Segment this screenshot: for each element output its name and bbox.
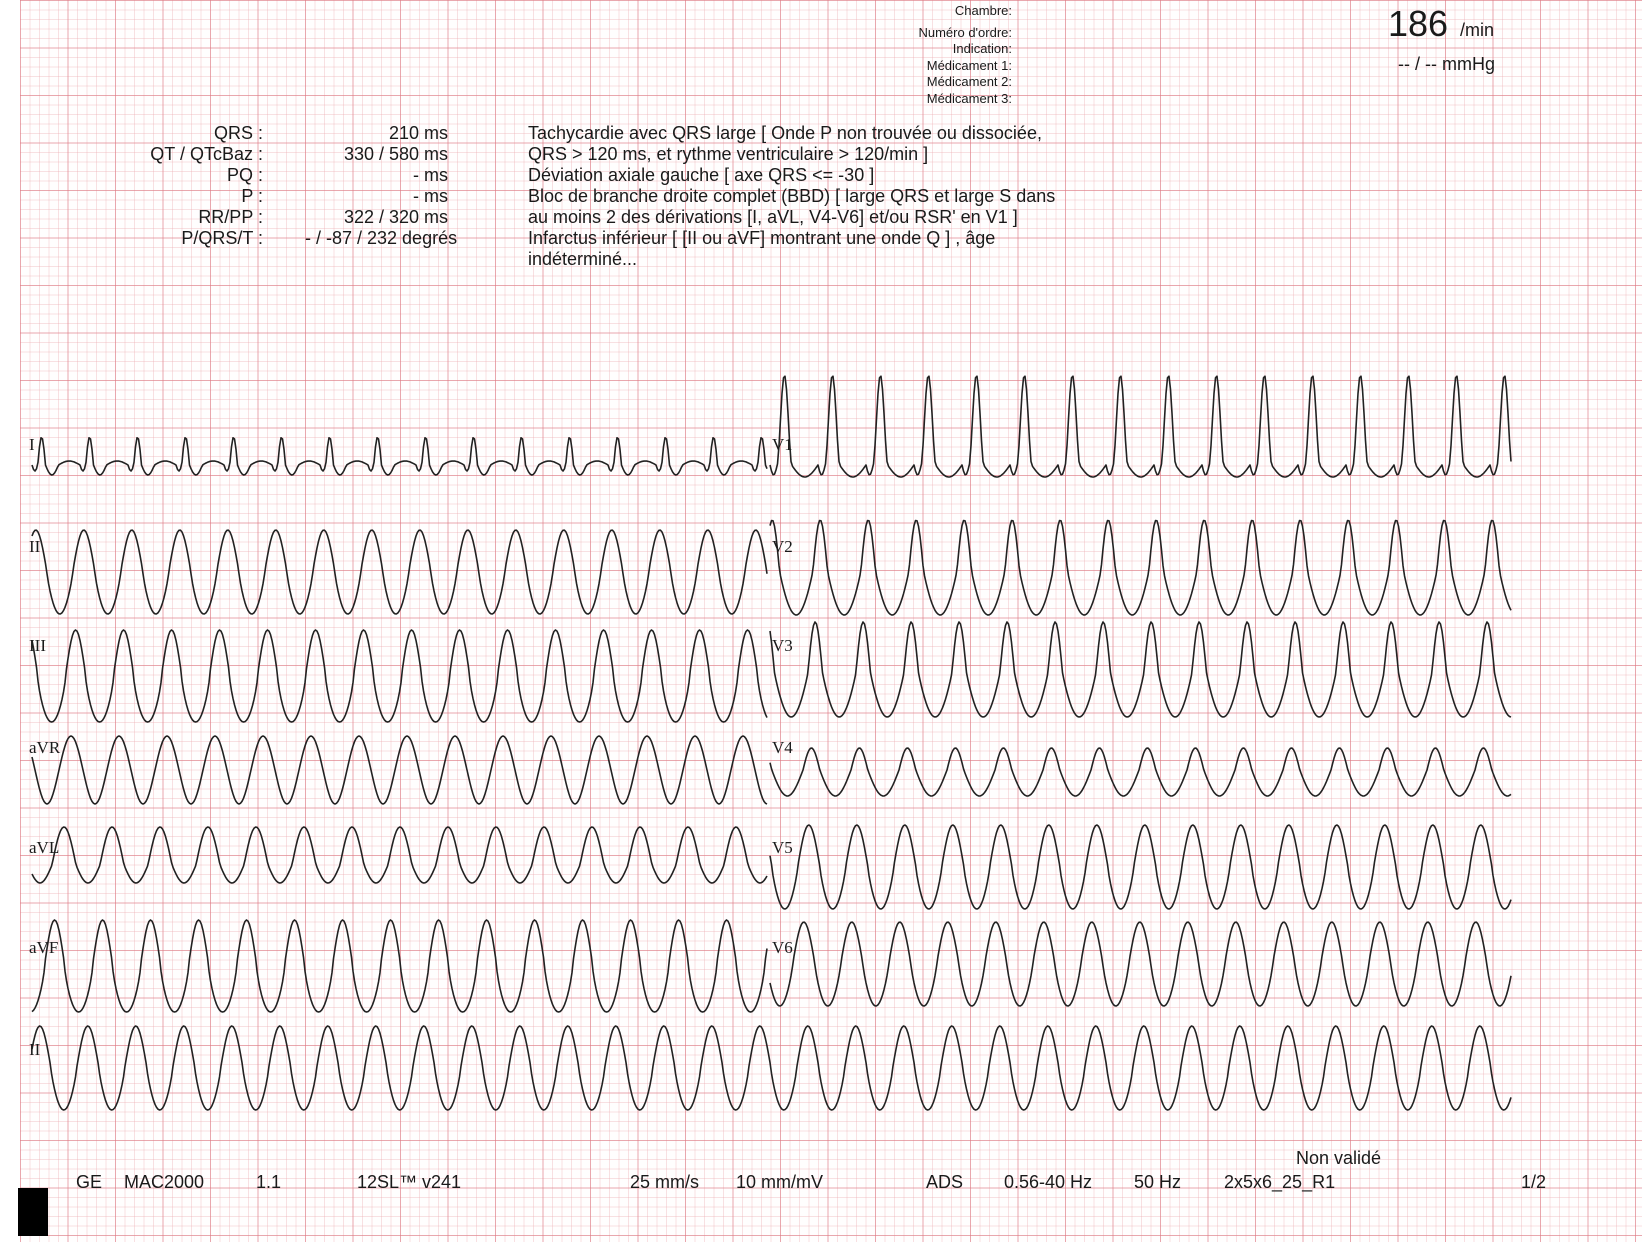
- field-chambre: Chambre:: [954, 3, 1012, 18]
- lead-label-v3: V3: [772, 636, 793, 655]
- field-medicament-1: Médicament 1:: [926, 58, 1012, 73]
- measure-value-p: - ms: [413, 186, 448, 206]
- lead-trace-avr: [32, 736, 767, 804]
- black-marker: [18, 1188, 48, 1236]
- measure-label-qrs: QRS :: [213, 123, 263, 143]
- measure-label-pq: PQ :: [226, 165, 263, 185]
- lead-trace-v6: [770, 922, 1511, 1006]
- validation-status: Non validé: [1296, 1148, 1382, 1168]
- footer-filter: 0.56-40 Hz: [1004, 1172, 1093, 1192]
- footer-brand: GE: [76, 1172, 103, 1192]
- lead-label-avf: aVF: [29, 938, 59, 957]
- footer-model-version: 1.1: [256, 1172, 282, 1192]
- footer-ads: ADS: [926, 1172, 964, 1192]
- measure-value-qrs: 210 ms: [388, 123, 448, 143]
- field-numero-ordre: Numéro d'ordre:: [918, 25, 1012, 40]
- footer-software: 12SL™ v241: [357, 1172, 462, 1192]
- lead-label-rhythm-ii: II: [29, 1040, 41, 1059]
- blood-pressure: -- / -- mmHg: [1398, 54, 1495, 74]
- measure-label-axes: P/QRS/T :: [181, 228, 263, 248]
- footer-model: MAC2000: [124, 1172, 205, 1192]
- measure-label-qt: QT / QTcBaz :: [150, 144, 263, 164]
- measure-value-qt: 330 / 580 ms: [343, 144, 448, 164]
- interpretation-line: Tachycardie avec QRS large [ Onde P non trouvée ou dissociée,: [528, 123, 1042, 143]
- lead-label-i: I: [29, 435, 35, 454]
- interpretation-line: Déviation axiale gauche [ axe QRS <= -30 ]: [528, 165, 875, 185]
- lead-trace-v2: [770, 521, 1511, 615]
- lead-trace-v5: [770, 825, 1511, 909]
- footer-page: 1/2: [1521, 1172, 1547, 1192]
- lead-trace-ii: [32, 530, 767, 614]
- lead-label-v6: V6: [772, 938, 793, 957]
- lead-label-ii: II: [29, 537, 41, 556]
- footer-mains: 50 Hz: [1134, 1172, 1182, 1192]
- lead-trace-avf: [32, 920, 767, 1012]
- measure-label-rr-pp: RR/PP :: [198, 207, 263, 227]
- lead-trace-iii: [32, 630, 767, 722]
- field-medicament-3: Médicament 3:: [926, 91, 1012, 106]
- lead-label-avl: aVL: [29, 838, 60, 857]
- footer-format: 2x5x6_25_R1: [1224, 1172, 1336, 1192]
- interpretation-line: indéterminé...: [528, 249, 638, 269]
- lead-trace-v4: [770, 748, 1511, 796]
- measure-label-p: P :: [241, 186, 263, 206]
- interpretation-line: Infarctus inférieur [ [II ou aVF] montrant une onde Q ] , âge: [528, 228, 996, 248]
- lead-trace-v1: [770, 376, 1511, 477]
- lead-label-v2: V2: [772, 537, 793, 556]
- measure-value-pq: - ms: [413, 165, 448, 185]
- interpretation-line: QRS > 120 ms, et rythme ventriculaire > 120/min ]: [528, 144, 929, 164]
- field-indication: Indication:: [952, 41, 1012, 56]
- lead-label-iii: III: [29, 636, 46, 655]
- footer-speed: 25 mm/s: [630, 1172, 700, 1192]
- lead-trace-rhythm-ii: [32, 1026, 1511, 1110]
- lead-trace-avl: [32, 827, 767, 883]
- measure-value-axes: - / -87 / 232 degrés: [305, 228, 458, 248]
- lead-label-v4: V4: [772, 738, 793, 757]
- lead-label-v5: V5: [772, 838, 793, 857]
- lead-trace-v3: [770, 622, 1511, 717]
- heart-rate-value: 186: [1388, 3, 1449, 44]
- measure-value-rr-pp: 322 / 320 ms: [343, 207, 448, 227]
- lead-label-v1: V1: [772, 435, 793, 454]
- interpretation-line: Bloc de branche droite complet (BBD) [ large QRS et large S dans: [528, 186, 1056, 206]
- field-medicament-2: Médicament 2:: [926, 74, 1012, 89]
- interpretation-line: au moins 2 des dérivations [I, aVL, V4-V6] et/ou RSR' en V1 ]: [528, 207, 1018, 227]
- lead-label-avr: aVR: [29, 738, 61, 757]
- lead-trace-i: [32, 438, 767, 475]
- footer-gain: 10 mm/mV: [736, 1172, 824, 1192]
- heart-rate-unit: /min: [1460, 20, 1495, 40]
